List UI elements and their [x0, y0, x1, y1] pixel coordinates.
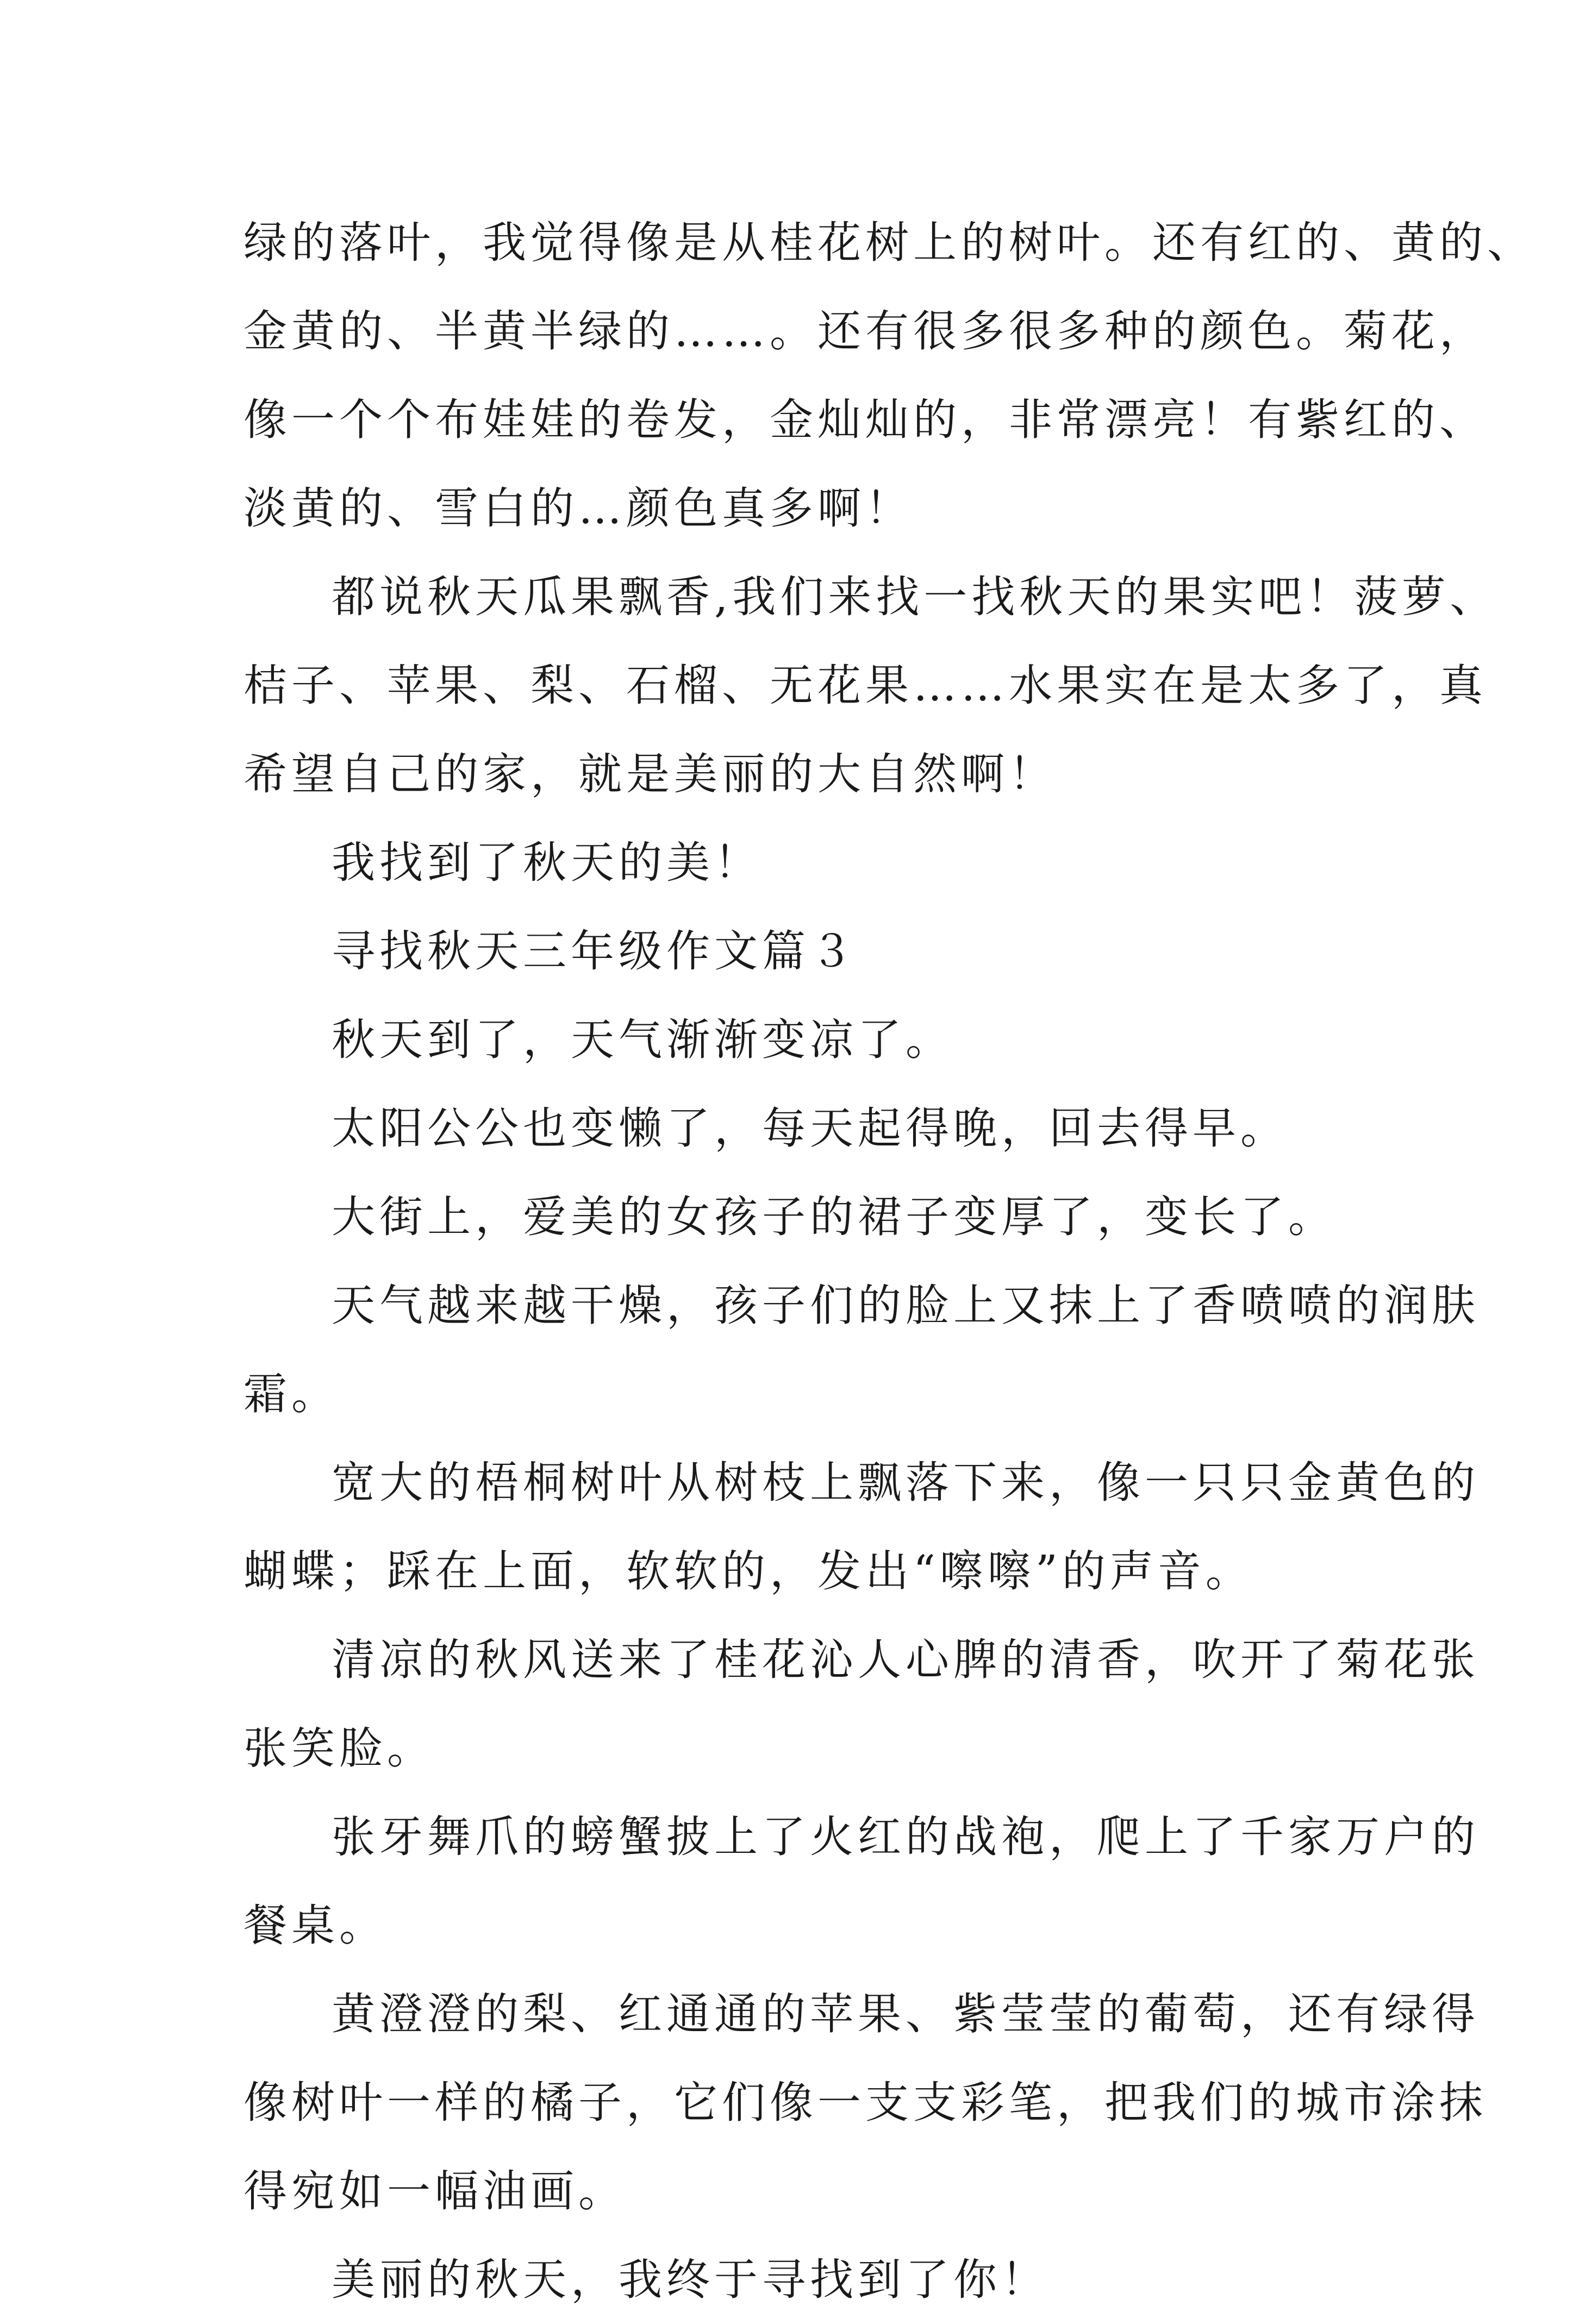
paragraph [244, 1970, 1487, 2235]
text-line: 像树叶一样的橘子，它们像一支支彩笔，把我们的城市涂抹 [244, 2077, 1487, 2128]
paragraph [244, 907, 1358, 995]
paragraph [244, 2235, 1358, 2324]
text-line: 都说秋天瓜果飘香,我们来找一找秋天的果实吧！菠萝、 [332, 572, 1498, 622]
text-line: 金黄的、半黄半绿的……。还有很多很多种的颜色。菊花， [244, 306, 1487, 356]
text-line: 清凉的秋风送来了桂花沁人心脾的清香，吹开了菊花张 [332, 1634, 1480, 1685]
paragraph [244, 1261, 1480, 1438]
paragraph [244, 1084, 1358, 1173]
text-line: 桔子、苹果、梨、石榴、无花果……水果实在是太多了，真 [244, 660, 1487, 711]
document-body [244, 198, 1535, 2324]
paragraph [244, 995, 1358, 1084]
paragraph [244, 1173, 1358, 1261]
text-line: 黄澄澄的梨、红通通的苹果、紫莹莹的葡萄，还有绿得 [332, 1989, 1480, 2039]
paragraph [244, 1793, 1480, 1970]
paragraph [244, 198, 1535, 553]
text-line: 希望自己的家，就是美丽的大自然啊！ [244, 749, 1057, 799]
text-line: 大街上，爱美的女孩子的裙子变厚了，变长了。 [332, 1192, 1336, 1242]
text-line: 像一个个布娃娃的卷发，金灿灿的，非常漂亮！有紫红的、 [244, 394, 1487, 445]
text-line: 得宛如一幅油画。 [244, 2166, 626, 2216]
paragraph [244, 553, 1498, 818]
text-line: 张牙舞爪的螃蟹披上了火红的战袍，爬上了千家万户的 [332, 1812, 1480, 1862]
paragraph [244, 818, 1358, 907]
text-line: 寻找秋天三年级作文篇３ [332, 926, 858, 976]
text-line: 霜。 [244, 1369, 339, 1419]
text-line: 天气越来越干燥，孩子们的脸上又抹上了香喷喷的润肤 [332, 1280, 1480, 1331]
text-line: 蝴蝶；踩在上面，软软的，发出“嚓嚓”的声音。 [244, 1546, 1253, 1596]
text-line: 餐桌。 [244, 1900, 387, 1951]
text-line: 秋天到了，天气渐渐变凉了。 [332, 1014, 953, 1065]
text-line: 张笑脸。 [244, 1723, 435, 1774]
paragraph [244, 1615, 1480, 1793]
paragraph [244, 1438, 1480, 1615]
text-line: 绿的落叶，我觉得像是从桂花树上的树叶。还有红的、黄的、 [244, 217, 1535, 268]
text-line: 美丽的秋天，我终于寻找到了你！ [332, 2254, 1049, 2305]
text-line: 宽大的梧桐树叶从树枝上飘落下来，像一只只金黄色的 [332, 1457, 1480, 1508]
text-line: 我找到了秋天的美！ [332, 837, 762, 888]
text-line: 太阳公公也变懒了，每天起得晚，回去得早。 [332, 1103, 1288, 1154]
text-line: 淡黄的、雪白的…颜色真多啊！ [244, 483, 913, 534]
